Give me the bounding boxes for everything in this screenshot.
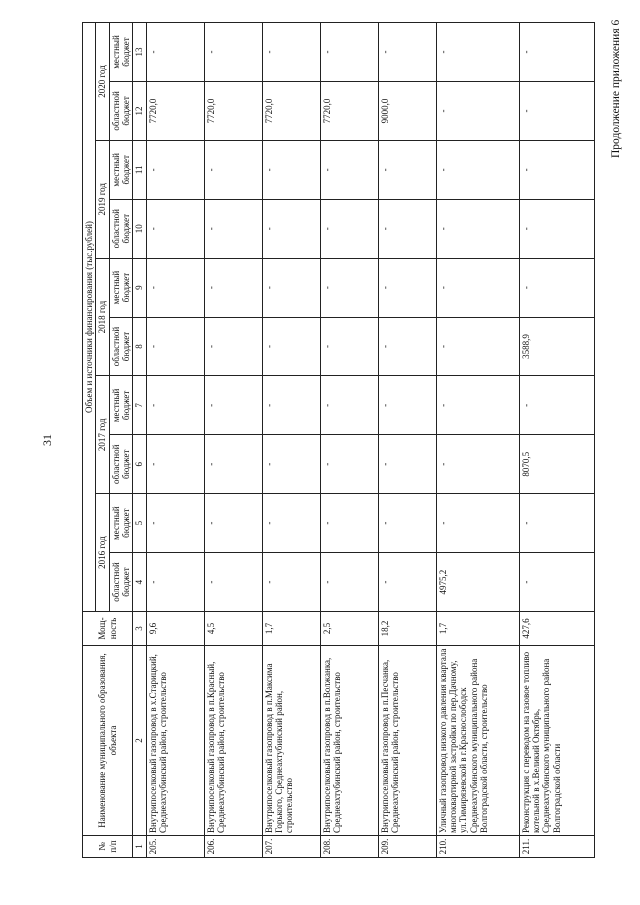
budget-value: - [146, 140, 204, 199]
column-index: 1 [133, 836, 146, 858]
budget-value: - [320, 140, 378, 199]
budget-value: 7720,0 [146, 81, 204, 140]
budget-value: - [146, 317, 204, 376]
header-regional-budget: областной бюджет [109, 199, 133, 258]
budget-value: - [320, 435, 378, 494]
table-row [146, 23, 204, 858]
budget-value: - [519, 23, 594, 82]
financing-table [82, 22, 595, 858]
budget-value: - [146, 553, 204, 612]
row-number: 208. [320, 836, 378, 858]
column-index: 6 [133, 435, 146, 494]
budget-value: - [320, 376, 378, 435]
row-number: 205. [146, 836, 204, 858]
continuation-title: Продолжение приложения 6 [610, 19, 622, 158]
object-power: 1,7 [436, 612, 519, 646]
object-name: Внутрипоселковый газопровод в п.Волжанка, Среднеахтубинский район, строительство [320, 646, 378, 836]
object-power: 4,5 [204, 612, 262, 646]
header-year: 2018 год [96, 258, 109, 376]
row-number: 211. [519, 836, 594, 858]
budget-value: - [320, 494, 378, 553]
budget-value: - [436, 317, 519, 376]
budget-value: - [146, 435, 204, 494]
budget-value: - [262, 494, 320, 553]
column-index: 4 [133, 553, 146, 612]
budget-value: 8070,5 [519, 435, 594, 494]
header-num: № п/п [83, 836, 133, 858]
budget-value: - [204, 553, 262, 612]
header-year: 2017 год [96, 376, 109, 494]
header-year: 2019 год [96, 140, 109, 258]
budget-value: - [378, 258, 436, 317]
budget-value: - [436, 494, 519, 553]
object-power: 18,2 [378, 612, 436, 646]
object-name: Реконструкция с переводом на газовое топливо котельной в х.Великий Октябрь, Среднеахтубинского муниципального района Волгоградской области [519, 646, 594, 836]
header-group-title: Объем и источники финансирования (тыс.рублей) [83, 23, 96, 612]
budget-value: - [146, 494, 204, 553]
budget-value: - [320, 258, 378, 317]
budget-value: - [262, 317, 320, 376]
header-regional-budget: областной бюджет [109, 553, 133, 612]
budget-value: 7720,0 [262, 81, 320, 140]
rotated-table-wrapper [82, 22, 612, 858]
budget-value: - [378, 23, 436, 82]
budget-value: - [146, 258, 204, 317]
table-row [436, 23, 519, 858]
budget-value: - [204, 376, 262, 435]
page-number: 31 [40, 434, 54, 446]
row-number: 206. [204, 836, 262, 858]
header-regional-budget: областной бюджет [109, 435, 133, 494]
object-power: 1,7 [262, 612, 320, 646]
header-local-budget: местный бюджет [109, 140, 133, 199]
column-index: 12 [133, 81, 146, 140]
budget-value: - [436, 23, 519, 82]
budget-value: - [262, 140, 320, 199]
column-index: 3 [133, 612, 146, 646]
header-name: Наименование муниципального образования, объекта [83, 646, 133, 836]
budget-value: - [262, 435, 320, 494]
budget-value: - [378, 317, 436, 376]
budget-value: 7720,0 [320, 81, 378, 140]
header-regional-budget: областной бюджет [109, 81, 133, 140]
header-year: 2020 год [96, 23, 109, 141]
budget-value: - [378, 553, 436, 612]
budget-value: - [204, 23, 262, 82]
budget-value: - [320, 317, 378, 376]
budget-value: - [146, 199, 204, 258]
column-index: 8 [133, 317, 146, 376]
budget-value: - [146, 376, 204, 435]
table-row [262, 23, 320, 858]
budget-value: - [378, 199, 436, 258]
object-name: Внутрипоселковый газопровод в п.Песчанка, Среднеахтубинский район, строительство [378, 646, 436, 836]
budget-value: - [378, 435, 436, 494]
budget-value: - [378, 140, 436, 199]
budget-value: - [146, 23, 204, 82]
object-name: Внутрипоселковый газопровод в п.Максима Горького, Среднеахтубинский район, строительство [262, 646, 320, 836]
header-regional-budget: областной бюджет [109, 317, 133, 376]
budget-value: - [519, 140, 594, 199]
table-row [519, 23, 594, 858]
column-index: 5 [133, 494, 146, 553]
column-index: 7 [133, 376, 146, 435]
row-number: 207. [262, 836, 320, 858]
header-local-budget: местный бюджет [109, 258, 133, 317]
table-row [320, 23, 378, 858]
budget-value: - [436, 199, 519, 258]
column-index: 2 [133, 646, 146, 836]
budget-value: - [378, 494, 436, 553]
table-row [378, 23, 436, 858]
budget-value: - [262, 553, 320, 612]
budget-value: - [436, 376, 519, 435]
budget-value: - [436, 435, 519, 494]
row-number: 210. [436, 836, 519, 858]
budget-value: - [436, 81, 519, 140]
object-power: 427,6 [519, 612, 594, 646]
object-power: 2,5 [320, 612, 378, 646]
budget-value: - [204, 317, 262, 376]
object-power: 9,6 [146, 612, 204, 646]
column-index: 10 [133, 199, 146, 258]
budget-value: - [320, 553, 378, 612]
budget-value: - [204, 199, 262, 258]
budget-value: - [262, 199, 320, 258]
budget-value: - [320, 23, 378, 82]
object-name: Внутрипоселковый газопровод в х.Старицкий, Среднеахтубинский район, строительство [146, 646, 204, 836]
budget-value: - [436, 140, 519, 199]
column-index: 11 [133, 140, 146, 199]
header-power: Мощ- ность [83, 612, 133, 646]
budget-value: - [262, 258, 320, 317]
header-local-budget: местный бюджет [109, 494, 133, 553]
budget-value: - [519, 553, 594, 612]
budget-value: - [262, 23, 320, 82]
budget-value: - [436, 258, 519, 317]
header-local-budget: местный бюджет [109, 23, 133, 82]
budget-value: - [519, 258, 594, 317]
budget-value: 9000,0 [378, 81, 436, 140]
budget-value: - [519, 494, 594, 553]
budget-value: 4975,2 [436, 553, 519, 612]
row-number: 209. [378, 836, 436, 858]
budget-value: - [320, 199, 378, 258]
budget-value: 3588,9 [519, 317, 594, 376]
table-row [204, 23, 262, 858]
budget-value: - [519, 199, 594, 258]
column-index: 13 [133, 23, 146, 82]
budget-value: - [519, 376, 594, 435]
column-index: 9 [133, 258, 146, 317]
budget-value: - [378, 376, 436, 435]
budget-value: - [204, 258, 262, 317]
budget-value: - [204, 140, 262, 199]
budget-value: - [262, 376, 320, 435]
budget-value: 7720,0 [204, 81, 262, 140]
object-name: Уличный газопровод низкого давления квартала многоквартирной застройки по пер.Дачному, ул.Тимирязевской в г.Краснослободск Среднеахтубинского муниципального района Волгоградской области, строительство [436, 646, 519, 836]
budget-value: - [204, 494, 262, 553]
budget-value: - [204, 435, 262, 494]
object-name: Внутрипоселковый газопровод в п.Красный, Среднеахтубинский район, строительство [204, 646, 262, 836]
header-year: 2016 год [96, 494, 109, 612]
header-local-budget: местный бюджет [109, 376, 133, 435]
budget-value: - [519, 81, 594, 140]
